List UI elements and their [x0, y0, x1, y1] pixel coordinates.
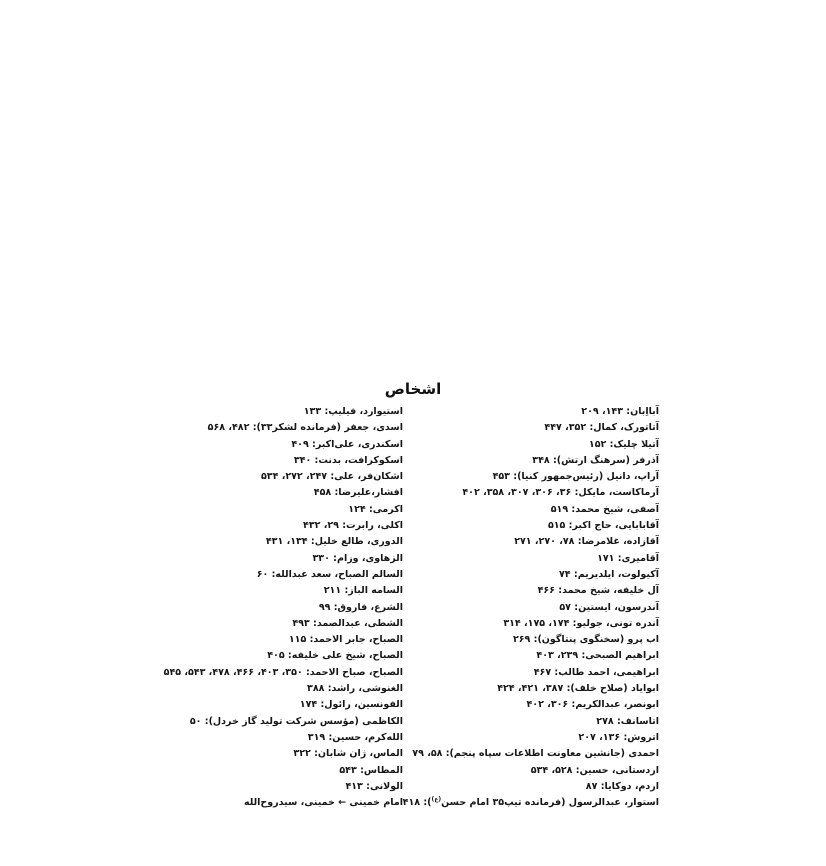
index-entry: المطاس: ۵۴۳ [339, 764, 403, 776]
index-entry-pages: ): ۴۱۸ [402, 797, 432, 809]
index-entry: آقامیری: ۱۷۱ [597, 552, 659, 564]
index-entry: الشطی، عبدالصمد: ۴۹۳ [292, 617, 403, 629]
index-entry-last [359, 795, 659, 811]
index-entry: الغنوشی، راشد: ۳۸۸ [307, 683, 403, 695]
index-entry: الشرع، فاروق: ۹۹ [318, 601, 403, 613]
index-entry: اتاسانف: ۲۷۸ [596, 715, 659, 727]
index-entry: احمدی (جانشین معاونت اطلاعات سپاه پنجم): ۵۸، ۷۹ [412, 748, 659, 760]
honorific-superscript: (ع) [431, 795, 442, 803]
index-entry: آصفی، شیخ محمد: ۵۱۹ [550, 503, 659, 515]
index-entry: آقابابایی، حاج اکبر: ۵۱۵ [547, 520, 659, 532]
page-title: اشخاص [384, 380, 442, 398]
index-entry: الصباح، صباح الاحمد: ۳۵۰، ۴۰۳، ۴۶۶، ۴۷۸، ۵۴۳، ۵۴۵ [163, 666, 403, 678]
index-entry: استیوارد، فیلیپ: ۱۳۳ [303, 406, 403, 417]
index-entry: اسکوکرافت، بدنت: ۳۴۰ [293, 454, 403, 466]
index-entry: آذرفر (سرهنگ ارتش): ۳۴۸ [532, 454, 659, 466]
index-entry: اردستانی، حسین: ۵۲۸، ۵۳۴ [530, 764, 659, 776]
index-entry: اب پرو (سخنگوی پنتاگون): ۲۶۹ [512, 634, 659, 646]
index-entry: آراپ، دانیل (رئیس‌جمهور کنیا): ۴۵۳ [492, 471, 659, 483]
index-entry: آرماکاست، مایکل: ۳۶، ۳۰۶، ۳۰۷، ۳۵۸، ۴۰۲ [462, 487, 659, 499]
index-entry: اردم، دوکایا: ۸۷ [585, 780, 659, 792]
index-entry: الله‌کرم، حسین: ۳۱۹ [307, 731, 403, 743]
index-entry: امام خمینی ← خمینی، سیدروح‌الله [243, 797, 403, 809]
index-entry-text: استوار، عبدالرسول (فرمانده تیپ۳۵ امام حسن [441, 797, 659, 809]
index-entry: اکرمی: ۱۲۴ [348, 503, 403, 515]
index-entry: آل خلیفه، شیخ محمد: ۴۶۶ [537, 585, 659, 597]
index-entry: اکلی، رابرت: ۲۹، ۴۳۲ [303, 520, 403, 532]
index-entry: الفونسین، رائول: ۱۷۴ [299, 699, 403, 711]
index-entry: آقازاده، غلامرضا: ۷۸، ۲۷۰، ۲۷۱ [514, 536, 659, 548]
index-entry: الصباح، شیخ علی خلیفه: ۴۰۵ [267, 650, 403, 662]
index-entry: اشکان‌فر، علی: ۲۴۷، ۲۷۲، ۵۳۴ [261, 471, 403, 483]
index-entry: اسدی، جعفر (فرمانده لشکر۳۳): ۴۸۲، ۵۶۸ [207, 422, 403, 434]
index-entry: ابونصر، عبدالکریم: ۳۰۶، ۴۰۲ [526, 699, 659, 711]
index-entry: اسکندری، علی‌اکبر: ۴۰۹ [291, 438, 403, 450]
index-entry: الماس، ژان شابان: ۳۲۲ [293, 748, 403, 760]
index-entry: آتاتورک، کمال: ۳۵۲، ۴۴۷ [544, 422, 659, 434]
index-entry: الولانی: ۴۱۳ [345, 780, 403, 792]
index-entry: اتروش: ۱۳۶، ۲۰۷ [578, 731, 659, 743]
index-entry: الکاظمی (مؤسس شرکت تولید گاز خردل): ۵۰ [189, 715, 403, 727]
index-entry: آتیلا چلیک: ۱۵۲ [588, 438, 659, 450]
index-entry: آندره تونی، جولیو: ۱۷۴، ۱۷۵، ۳۱۴ [503, 617, 659, 629]
index-entry: السالم الصباح، سعد عبدالله: ۶۰ [256, 568, 403, 580]
index-column-left [73, 404, 403, 811]
index-entry: افشار،علیرضا: ۴۵۸ [313, 487, 403, 499]
index-entry: ابراهیمی، احمد طالب: ۴۶۷ [533, 666, 659, 678]
index-entry: الدوری، طالع خلیل: ۱۳۴، ۴۳۱ [265, 536, 403, 548]
index-entry: آکیولوت، ایلدیریم: ۷۴ [559, 568, 659, 580]
index-entry: آبااِبان: ۱۴۳، ۲۰۹ [581, 406, 659, 417]
index-column-right [359, 404, 659, 811]
index-entry: الزهاوی، وزام: ۳۳۰ [312, 552, 403, 564]
index-entry: آندرسون، ایستین: ۵۷ [559, 601, 659, 613]
index-entry: الصباح، جابر الاحمد: ۱۱۵ [288, 634, 403, 646]
index-entry: ابراهیم الصبحی: ۲۳۹، ۴۰۳ [536, 650, 659, 662]
index-entry: السامه الباز: ۲۱۱ [323, 585, 403, 597]
index-entry: ابوایاد (صلاح خلف): ۳۸۷، ۴۲۱، ۴۲۴ [497, 683, 659, 695]
